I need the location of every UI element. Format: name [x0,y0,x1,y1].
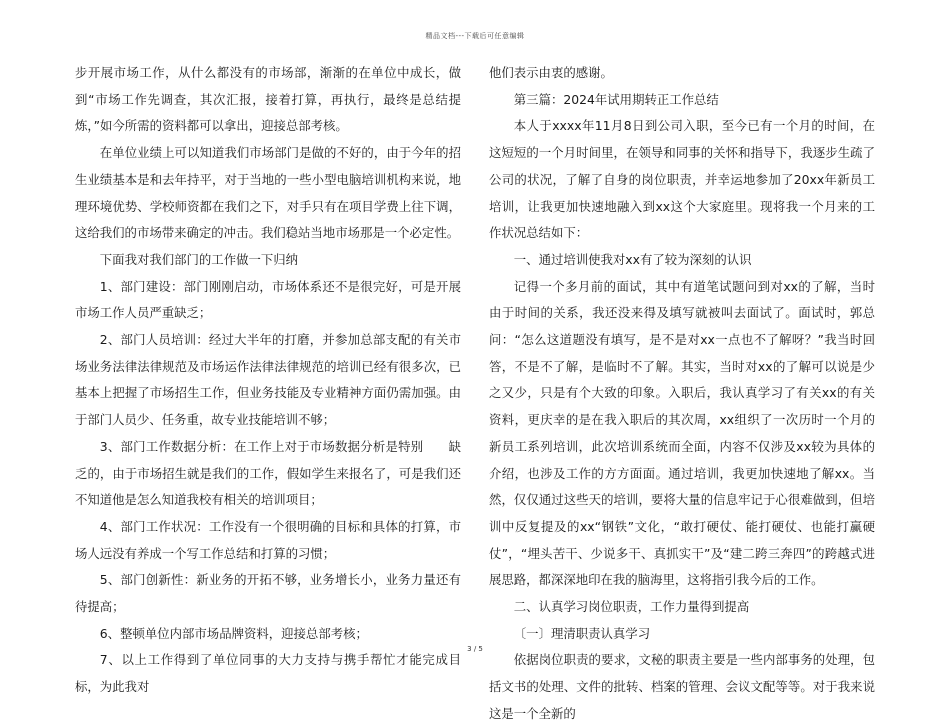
paragraph: 依据岗位职责的要求，文秘的职责主要是一些内部事务的处理，包括文书的处理、文件的批转、档案的管理、会议文配等等。对于我来说这是一个全新的 [489,652,875,721]
right-column [489,60,875,728]
section-heading: 一、通过培训使我对xx有了较为深刻的认识 [513,251,752,267]
paragraph: 记得一个多月前的面试，其中有道笔试题问到对xx的了解，当时由于时间的关系，我还没来得及填写就被叫去面试了。面试时，郭总问：“怎么这道题没有填写，是不是对xx一点也不了解呀？”我当时回答，不是不了解，是临时不了解。其实，当时对xx的了解可以说是少之又少，只是有个大致的印象。入职后，我认真学习了有关xx的有关资料，更庆幸的是在我入职后的其次周，xx组织了一次历时一个月的新员工系列培训，此次培训系统而全面，内容不仅涉及xx较为具体的介绍，也涉及工作的方方面面。通过培训，我更加快速地了解xx。当然，仅仅通过这些天的培训，要将大量的信息牢记于心很难做到，但培训中反复提及的xx“钢铁”文化，“敢打硬仗、能打硬仗、也能打赢硬仗”，“埋头苦干、少说多干、真抓实干”及“建二跨三奔四”的跨越式进展思路，都深深地印在我的脑海里，这将指引我今后的工作。 [489,278,875,588]
paragraph: 3、部门工作数据分析：在工作上对于市场数据分析是特别 缺乏的，由于市场招生就是我们的工作，假如学生来报名了，可是我们还不知道他是怎么知道我校有相关的培训项目； [75,438,461,508]
paragraph: 6、整顿单位内部市场品牌资料，迎接总部考核； [99,625,368,641]
page-header: 精品文档---下载后可任意编辑 [425,32,525,40]
subsection-heading: 〔一〕理清职责认真学习 [513,625,651,641]
section-title: 第三篇：2024年试用期转正工作总结 [513,91,719,107]
paragraph: 本人于xxxx年11月8日到公司入职，至今已有一个月的时间，在这短短的一个月时间里，在领导和同事的关怀和指导下，我逐步生疏了公司的状况，了解了自身的岗位职责，并幸运地参加了20xx年新员工培训，让我更加快速地融入到xx这个大家庭里。现将我一个月来的工作状况总结如下： [489,118,875,241]
paragraph: 7、以上工作得到了单位同事的大力支持与携手帮忙才能完成目标，为此我对 [75,652,461,695]
paragraph: 步开展市场工作，从什么都没有的市场部，渐渐的在单位中成长，做到“市场工作先调查，其次汇报，接着打算，再执行，最终是总结提炼，”如今所需的资料都可以拿出，迎接总部考核。 [75,65,461,134]
paragraph: 在单位业绩上可以知道我们市场部门是做的不好的，由于今年的招生业绩基本是和去年持平，对于当地的一些小型电脑培训机构来说，地理环境优势、学校师资都在我们之下，对手只有在项目学费上往下调，这给我们的市场带来确定的冲击。我们稳站当地市场那是一个必定性。 [75,145,461,241]
paragraph: 下面我对我们部门的工作做一下归纳 [99,251,299,267]
left-column [75,60,461,701]
paragraph: 5、部门创新性：新业务的开拓不够，业务增长小，业务力量还有待提高； [75,572,461,615]
paragraph: 他们表示由衷的感谢。 [489,65,613,80]
section-heading: 二、认真学习岗位职责，工作力量得到提高 [513,599,750,615]
paragraph: 1、部门建设：部门刚刚启动，市场体系还不是很完好，可是开展市场工作人员严重缺乏； [75,278,461,321]
paragraph: 2、部门人员培训：经过大半年的打磨，并参加总部支配的有关市场业务法律法律规范及市场运作法律法律规范的培训已经有很多次，已基本上把握了市场招生工作，但业务技能及专业精神方面仍需加强。由于部门人员少、任务重，故专业技能培训不够； [75,332,461,428]
page-number: 3 / 5 [467,645,483,653]
paragraph: 4、部门工作状况：工作没有一个很明确的目标和具体的打算，市场人远没有养成一个写工作总结和打算的习惯； [75,518,461,561]
